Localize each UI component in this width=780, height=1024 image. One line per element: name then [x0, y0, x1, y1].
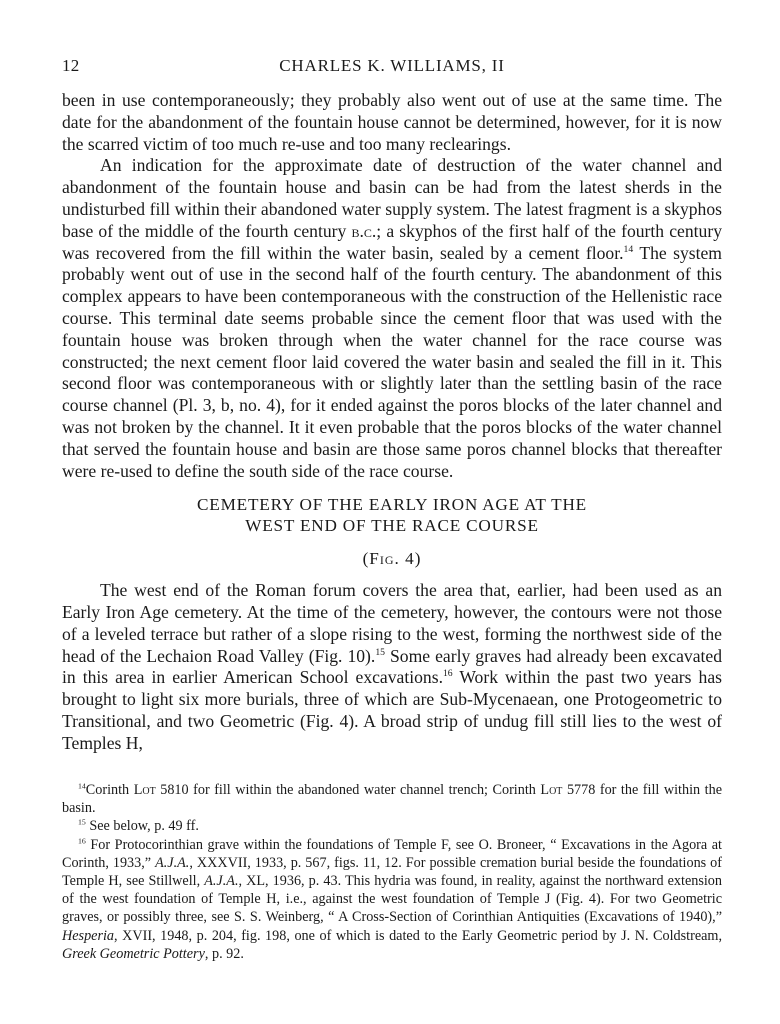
paragraph-3-text-c: Work within the past two years has brought to light six more burials, three of which are Sub-Mycenaean, one Protogeometric to Transitional, and two Geometric (Fig. 4). A broad strip of undug fill still lies to the west of Temples H, [62, 667, 722, 753]
footnotes [62, 781, 722, 963]
footnote-16-text-a: For Protocorinthian grave within the foundations of Temple F, see O. Broneer, “ Excavations in the Agora at Corinth, 1933,” [62, 836, 723, 871]
paragraph-2-text-b: ; a skyphos of the first half of the fourth century was recovered from the fill within the water basin, sealed by a cement floor. [62, 220, 722, 263]
paragraph-2 [62, 155, 722, 482]
bc-abbreviation: b.c. [351, 220, 377, 241]
footnote-16-text-e: , p. 92. [204, 945, 244, 962]
footnote-14-text-b: 5810 for fill within the abandoned water channel trench; Corinth [155, 782, 541, 798]
section-heading-line-2: WEST END OF THE RACE COURSE [245, 516, 539, 536]
book-title: Greek Geometric Pottery [62, 945, 205, 962]
paragraph-2-text-a: An indication for the approximate date of destruction of the water channel and abandonment of the fountain house and basin can be had from the latest sherds in the undisturbed fill within their abandoned water supply system. The latest fragment is a skyphos base of the middle of the fourth century [62, 155, 722, 241]
footnote-16-text-b: , XXXVII, 1933, p. 567, figs. 11, 12. For possible cremation burial beside the foundations of Temple H, see Stillwell, [62, 854, 722, 890]
main-text [62, 90, 722, 755]
footnote-14-number: 14 [78, 781, 86, 791]
footnote-16-text-c: , XL, 1936, p. 43. This hydria was found, in reality, against the northward extension of the west foundation of Temple H, i.e., against the west foundation of Temple J (Fig. 4). For two Geometric graves, or possibly three, see S. S. Weinberg, “ A Cross-Section of Corinthian Antiquities (Excavations of 1940),” [62, 873, 722, 926]
footnote-14-text-c: 5778 for the fill within the basin. [62, 782, 722, 817]
paragraph-3-text-a: The west end of the Roman forum covers the area that, earlier, had been used as an Early Iron Age cemetery. At the time of the cemetery, however, the contours were not those of a leveled terrace but rather of a slope rising to the west, forming the northwest side of the head of the Lechaion Road Valley (Fig. 10). [62, 580, 722, 666]
paragraph-3-text-b: Some early graves had already been excavated in this area in earlier American School excavations. [62, 645, 722, 688]
journal-title: A.J.A. [204, 873, 239, 890]
footnote-15-number: 15 [78, 817, 86, 827]
journal-title: A.J.A. [155, 854, 190, 871]
figure-reference: (Fig. 4) [362, 549, 422, 569]
running-header [62, 56, 722, 80]
footnote-14 [62, 781, 722, 817]
section-heading [62, 494, 722, 536]
paragraph-3 [62, 580, 722, 754]
lot-label: Lot [540, 782, 563, 798]
footnote-15 [62, 817, 722, 835]
footnote-15-text: See below, p. 49 ff. [89, 818, 199, 835]
running-title: CHARLES K. WILLIAMS, II [279, 56, 505, 75]
footnote-16-number: 16 [78, 836, 86, 846]
paragraph-1 [62, 90, 722, 155]
footnote-ref-14: 14 [623, 243, 634, 255]
lot-label: Lot [133, 782, 156, 798]
page-number: 12 [62, 56, 80, 75]
paragraph-2-text-c: The system probably went out of use in the second half of the fourth century. The abandonment of this complex appears to have been contemporaneous with the construction of the Hellenistic race course. This terminal date seems probable since the cement floor that was used with the fountain house was broken through when the water channel for the race course was constructed; the next cement floor laid covered the water basin and sealed the fill in it. This second floor was contemporaneous with or slightly later than the settling basin of the race course channel (Pl. 3, b, no. 4), for it ended against the poros blocks of the later channel and was not broken by the channel. It it even probable that the poros blocks of the water channel that served the fountain house and basin are those same poros channel blocks that thereafter were re-used to define the south side of the race course. [62, 242, 722, 481]
footnote-16 [62, 836, 722, 963]
footnote-16-text-d: , XVII, 1948, p. 204, fig. 198, one of which is dated to the Early Geometric period by J. N. Coldstream, [114, 927, 722, 944]
footnote-ref-16: 16 [442, 668, 453, 680]
footnote-14-text-a: Corinth [85, 782, 134, 798]
paragraph-1-text: been in use contemporaneously; they probably also went out of use at the same time. The date for the abandonment of the fountain house cannot be determined, however, for it is now the scarred victim of too much re-use and too many reclearings. [62, 90, 722, 154]
section-heading-line-1: CEMETERY OF THE EARLY IRON AGE AT THE [197, 495, 587, 515]
footnote-ref-15: 15 [375, 646, 385, 658]
journal-title: Hesperia [62, 927, 115, 944]
